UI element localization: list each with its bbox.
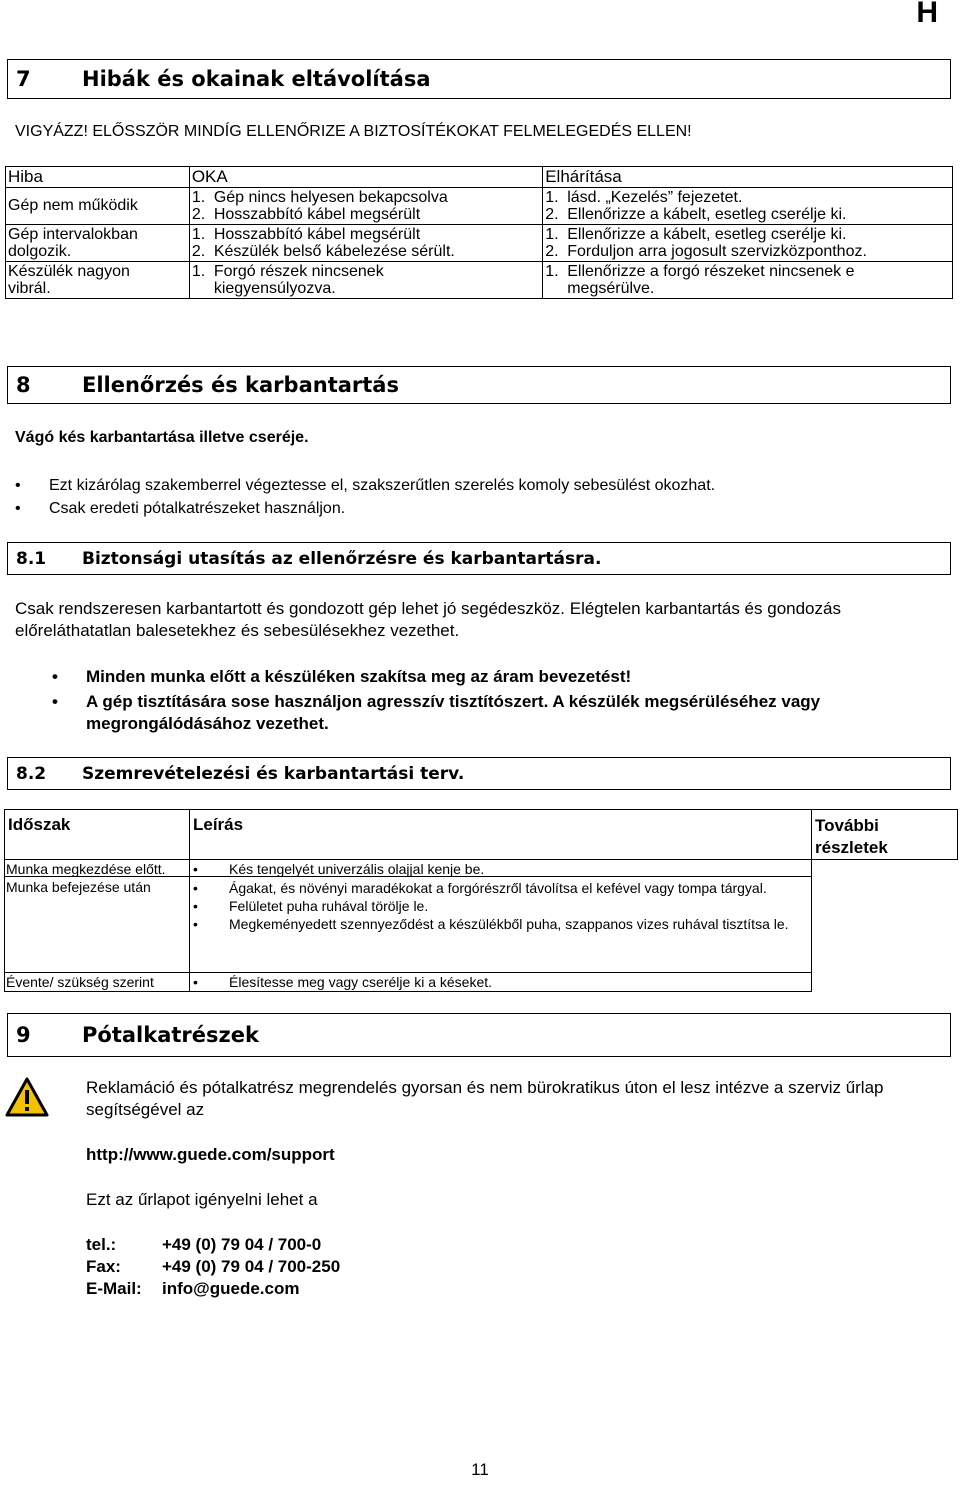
cause-item: 1. Hosszabbító kábel megsérült (191, 226, 421, 243)
section-8-header (7, 366, 951, 404)
section-9-header (7, 1013, 951, 1057)
list-item: • Felületet puha ruhával törölje le. (193, 898, 429, 914)
maintenance-table (4, 809, 958, 992)
header-fault: Hiba (6, 167, 190, 188)
section-number: 8.2 (16, 763, 47, 784)
list-item: • Megkeményedett szennyeződést a készülékből puha, szappanos vizes ruhával tisztítsa le. (193, 916, 789, 932)
fix-item: 2. Ellenőrizze a kábelt, esetleg cserélje ki. (545, 206, 847, 223)
list-item: • Ágakat, és növényi maradékokat a forgórészről távolítsa el kefével vagy tompa tárgyal. (193, 880, 767, 896)
contact-value[interactable]: info@guede.com (162, 1279, 300, 1298)
page-number: 11 (471, 1460, 489, 1479)
header-description: Leírás (193, 815, 244, 834)
fault-cell: Készülék nagyon vibrál. (8, 263, 130, 297)
contact-label: tel.: (86, 1235, 117, 1254)
section-title: Biztonsági utasítás az ellenőrzésre és karbantartásra. (82, 548, 602, 569)
period-cell: Évente/ szükség szerint (6, 974, 154, 990)
cause-item: 1. Gép nincs helyesen bekapcsolva (191, 189, 448, 206)
list-item: • A gép tisztítására sose használjon agresszív tisztítószert. A készülék megsérüléséhez vagy megrongálódásához vezethet. (52, 692, 821, 733)
warning-text: VIGYÁZZ! ELŐSSZÖR MINDÍG ELLENŐRIZE A BIZTOSÍTÉKOKAT FELMELEGEDÉS ELLEN! (15, 123, 692, 140)
section-title: Hibák és okainak eltávolítása (82, 67, 431, 91)
contact-list (86, 1234, 340, 1300)
table-header-row (6, 167, 953, 188)
list-item: • Minden munka előtt a készüléken szakítsa meg az áram bevezetést! (52, 667, 632, 686)
header-period: Időszak (8, 815, 71, 834)
bullet-icon: • (193, 898, 198, 914)
bullet-icon: • (193, 974, 198, 990)
section-title: Pótalkatrészek (82, 1023, 259, 1047)
fix-item: 1. lásd. „Kezelés” fejezetet. (545, 189, 743, 206)
bullet-icon: • (52, 692, 58, 711)
header-fix: Elhárítása (543, 167, 953, 188)
contact-label: E-Mail: (86, 1279, 142, 1298)
section-8-2-header (7, 757, 951, 790)
fix-item: 1. Ellenőrizze a forgó részeket nincsenek e megsérülve. (545, 263, 855, 297)
list-item: • Kés tengelyét univerzális olajjal kenje be. (193, 861, 485, 877)
bullet-icon: • (193, 861, 198, 877)
section-subtitle: Vágó kés karbantartása illetve cseréje. (15, 429, 309, 446)
table-row (6, 188, 953, 225)
bullet-list (15, 476, 935, 522)
fix-item: 2. Forduljon arra jogosult szervizközponthoz. (545, 243, 867, 260)
contact-row (86, 1234, 340, 1256)
contact-value[interactable]: +49 (0) 79 04 / 700-250 (162, 1257, 341, 1276)
period-cell: Munka megkezdése előtt. (6, 861, 166, 877)
fault-cell: Gép nem működik (8, 197, 138, 214)
section-number: 8.1 (16, 548, 47, 569)
bullet-icon: • (193, 916, 198, 932)
section-title: Ellenőrzés és karbantartás (82, 373, 399, 397)
bullet-icon: • (193, 880, 198, 896)
form-text: Ezt az űrlapot igényelni lehet a (86, 1190, 318, 1209)
warning-triangle-icon (5, 1077, 49, 1117)
section-8-1-header (7, 542, 951, 575)
troubleshooting-table (5, 166, 953, 299)
fix-item: 1. Ellenőrizze a kábelt, esetleg cserélje ki. (545, 226, 847, 243)
contact-row (86, 1256, 340, 1278)
section-number: 7 (16, 67, 31, 91)
header-details: További részletek (815, 816, 888, 857)
list-item: • Élesítesse meg vagy cserélje ki a késeket. (193, 974, 493, 990)
bullet-icon: • (52, 667, 58, 686)
list-item: • Ezt kizárólag szakemberrel végeztesse el, szakszerűtlen szerelés komoly sebesülést okozhat. (15, 477, 716, 494)
bullet-list (52, 666, 932, 735)
page-letter: H (916, 0, 938, 29)
table-row (6, 225, 953, 262)
contact-value[interactable]: +49 (0) 79 04 / 700-0 (162, 1235, 322, 1254)
fault-cell: Gép intervalokban dolgozik. (8, 226, 138, 260)
table-row (6, 262, 953, 299)
contact-row (86, 1278, 340, 1300)
contact-label: Fax: (86, 1257, 121, 1276)
section-7-header (7, 59, 951, 99)
bullet-icon: • (15, 500, 21, 517)
cause-item: 2. Készülék belső kábelezése sérült. (191, 243, 455, 260)
section-title: Szemrevételezési és karbantartási terv. (82, 763, 465, 784)
bullet-icon: • (15, 477, 21, 494)
period-cell: Munka befejezése után (6, 879, 151, 895)
support-link[interactable]: http://www.guede.com/support (86, 1145, 335, 1164)
paragraph: Csak rendszeresen karbantartott és gondozott gép lehet jó segédeszköz. Elégtelen karbantartás és gondozás előreláthatatlan balesetekhez és sebesülésekhez vezethet. (15, 599, 841, 640)
list-item: • Csak eredeti pótalkatrészeket használjon. (15, 500, 346, 517)
description-list (193, 879, 789, 933)
section-number: 8 (16, 373, 31, 397)
cause-item: 1. Forgó részek nincsenek kiegyensúlyozva. (191, 263, 384, 297)
header-cause: OKA (189, 167, 542, 188)
paragraph: Reklamáció és pótalkatrész megrendelés gyorsan és nem bürokratikus úton el lesz intézve a szerviz űrlap segítségével az (86, 1078, 884, 1119)
section-number: 9 (16, 1023, 31, 1047)
cause-item: 2. Hosszabbító kábel megsérült (191, 206, 421, 223)
